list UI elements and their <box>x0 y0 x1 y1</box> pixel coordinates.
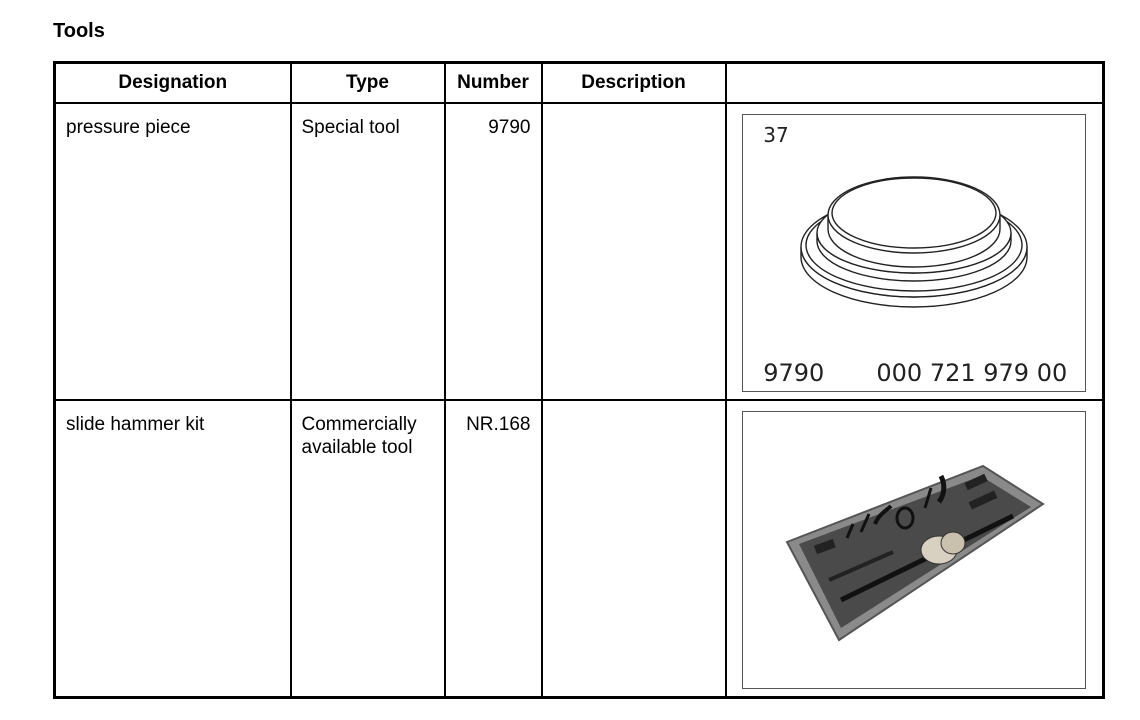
cell-description <box>542 103 726 400</box>
cell-image <box>726 400 1104 698</box>
slide-hammer-kit-photo-icon <box>743 412 1085 688</box>
page-title: Tools <box>53 20 105 42</box>
cell-type <box>291 400 445 698</box>
cell-description <box>542 400 726 698</box>
number-text: 9790 <box>488 117 531 138</box>
cell-type <box>291 103 445 400</box>
table-row <box>55 103 1104 400</box>
cell-number <box>445 400 542 698</box>
type-text: Commercially available tool <box>301 414 417 458</box>
header-image <box>726 63 1104 104</box>
cell-designation <box>55 103 291 400</box>
header-designation: Designation <box>55 63 291 104</box>
header-type: Type <box>291 63 445 104</box>
pressure-piece-figure <box>742 114 1086 392</box>
cell-image <box>726 103 1104 400</box>
description-text <box>543 104 725 116</box>
tools-table <box>53 61 1105 699</box>
cell-number <box>445 103 542 400</box>
cell-designation <box>55 400 291 698</box>
type-text: Special tool <box>301 117 400 138</box>
header-description: Description <box>542 63 726 104</box>
figure-part-number: 000 721 979 00 <box>876 359 1068 387</box>
designation-text: slide hammer kit <box>66 414 205 435</box>
table-row <box>55 400 1104 698</box>
figure-label: 37 <box>763 123 789 147</box>
description-text <box>543 401 725 413</box>
pressure-piece-drawing-icon <box>743 115 1085 391</box>
designation-text: pressure piece <box>66 117 191 138</box>
figure-tool-number: 9790 <box>763 359 825 387</box>
number-text: NR.168 <box>466 414 531 435</box>
slide-hammer-kit-figure <box>742 411 1086 689</box>
header-number: Number <box>445 63 542 104</box>
table-header-row <box>55 63 1104 104</box>
